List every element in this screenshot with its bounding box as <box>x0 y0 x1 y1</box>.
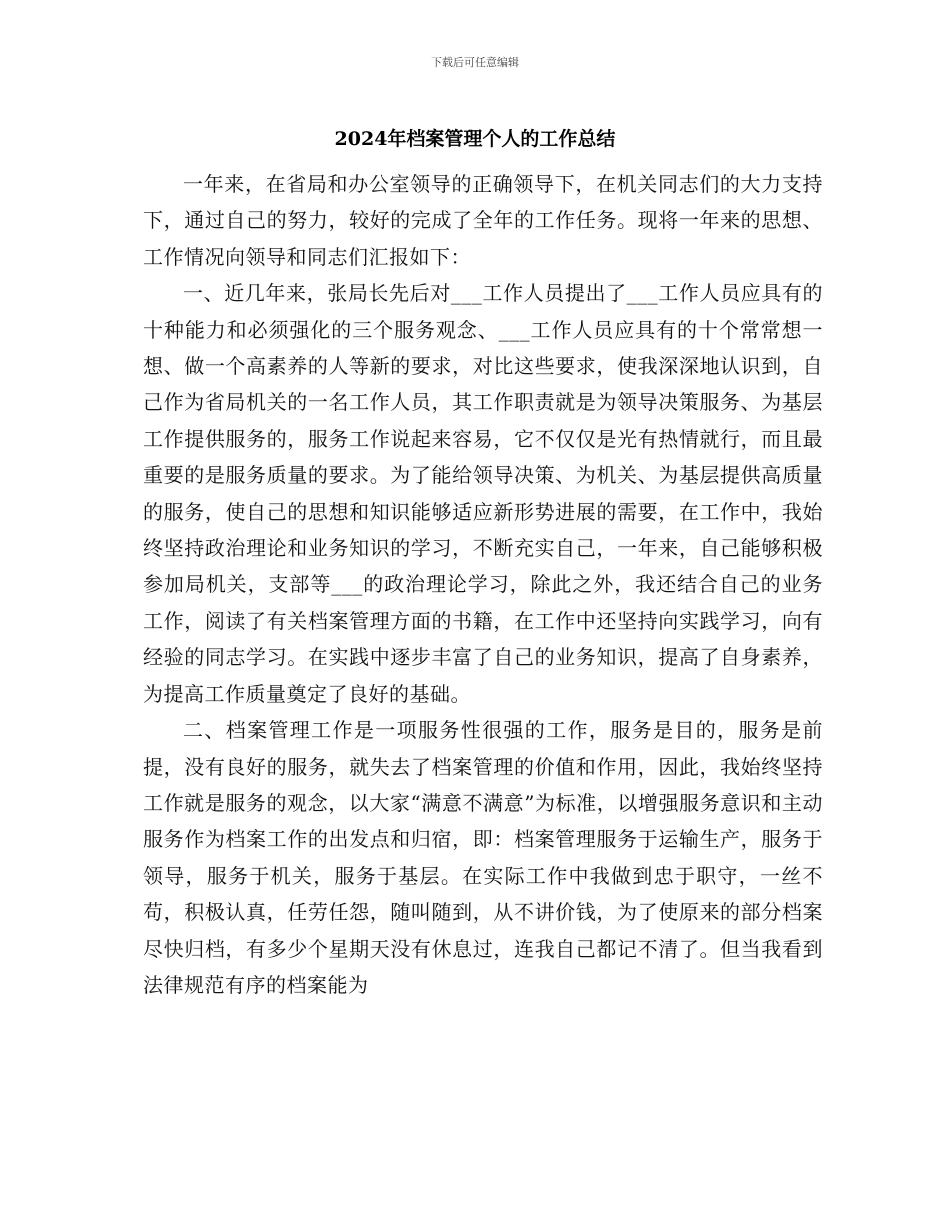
document-body <box>143 166 823 1003</box>
paragraph-section-one: 一、近几年来，张局长先后对___工作人员提出了___工作人员应具有的十种能力和必须强化的三个服务观念、___工作人员应具有的十个常常想一想、做一个高素养的人等新的要求，对比这些要求，使我深深地认识到，自己作为省局机关的一名工作人员，其工作职责就是为领导决策服务、为基层工作提供服务的，服务工作说起来容易，它不仅仅是光有热情就行，而且最重要的是服务质量的要求。为了能给领导决策、为机关、为基层提供高质量的服务，使自己的思想和知识能够适应新形势进展的需要，在工作中，我始终坚持政治理论和业务知识的学习，不断充实自己，一年来，自己能够积极参加局机关，支部等___的政治理论学习，除此之外，我还结合自己的业务工作，阅读了有关档案管理方面的书籍，在工作中还坚持向实践学习，向有经验的同志学习。在实践中逐步丰富了自己的业务知识，提高了自身素养，为提高工作质量奠定了良好的基础。 <box>143 281 823 706</box>
document-title: 2024年档案管理个人的工作总结 <box>334 128 616 150</box>
header-note: 下载后可任意编辑 <box>431 56 519 69</box>
paragraph-section-two: 二、档案管理工作是一项服务性很强的工作，服务是目的，服务是前提，没有良好的服务，就失去了档案管理的价值和作用，因此，我始终坚持工作就是服务的观念，以大家“满意不满意”为标准，以增强服务意识和主动服务作为档案工作的出发点和归宿，即：档案管理服务于运输生产，服务于领导，服务于机关，服务于基层。在实际工作中我做到忠于职守，一丝不苟，积极认真，任劳任怨，随叫随到，从不讲价钱，为了使原来的部分档案尽快归档，有多少个星期天没有休息过，连我自己都记不清了。但当我看到法律规范有序的档案能为 <box>143 718 823 997</box>
paragraph-intro: 一年来，在省局和办公室领导的正确领导下，在机关同志们的大力支持下，通过自己的努力，较好的完成了全年的工作任务。现将一年来的思想、工作情况向领导和同志们汇报如下： <box>143 172 823 269</box>
